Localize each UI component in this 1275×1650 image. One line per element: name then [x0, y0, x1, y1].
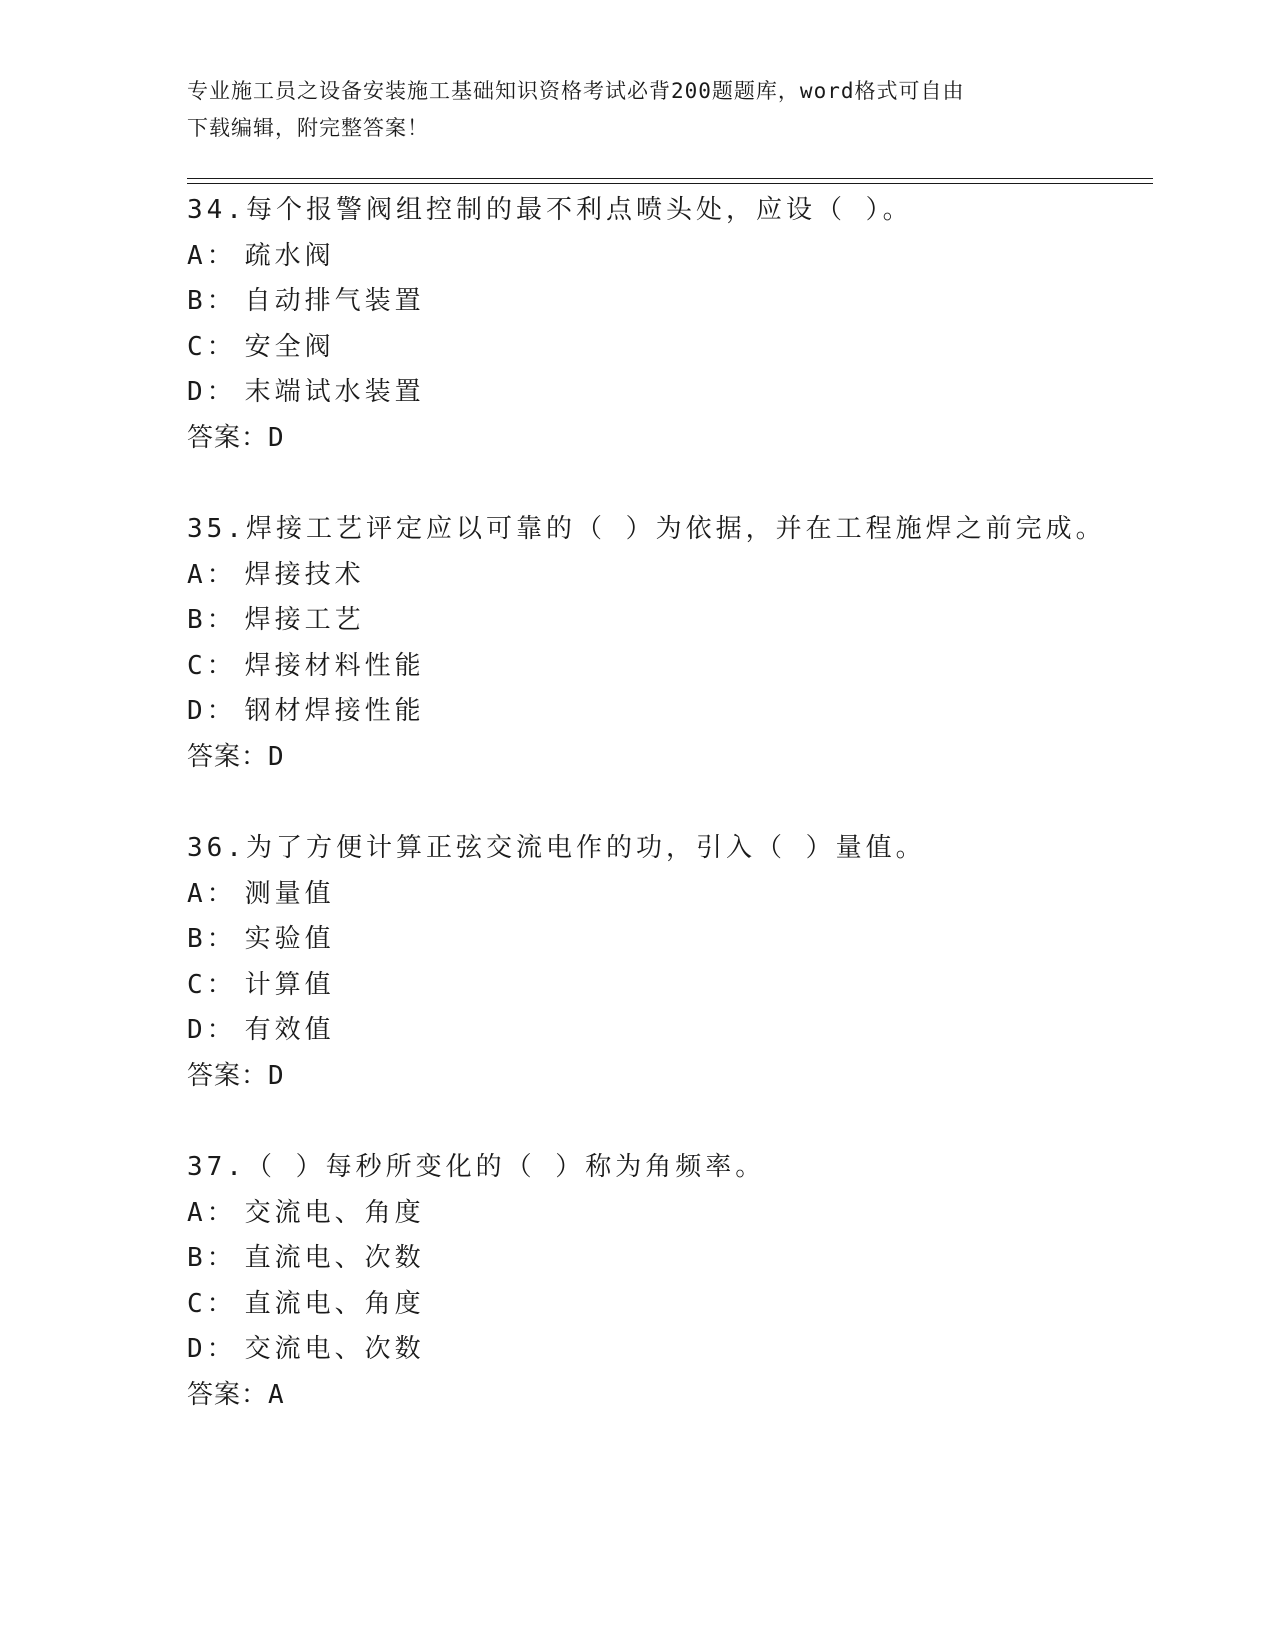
option-text: 钢材焊接性能 [244, 696, 425, 726]
option-letter: D： [187, 1015, 237, 1045]
option-text: 末端试水装置 [244, 377, 425, 407]
option-letter: C： [187, 331, 237, 362]
question-stem: 35.焊接工艺评定应以可靠的（ ）为依据，并在工程施焊之前完成。 [187, 514, 1106, 544]
option-letter: B： [187, 1243, 237, 1273]
option-a [187, 872, 1147, 918]
option-c [187, 325, 1147, 371]
option-text: 交流电、角度 [244, 1197, 425, 1228]
answer-line: 答案：A [187, 1379, 285, 1410]
option-letter: B： [187, 286, 237, 316]
option-d [187, 689, 1147, 735]
question-37 [187, 1145, 1147, 1418]
option-letter: A： [187, 559, 237, 590]
option-c [187, 644, 1147, 690]
header-line-1: 专业施工员之设备安装施工基础知识资格考试必背200题题库，word格式可自由 [187, 79, 965, 103]
header-line-2: 下载编辑，附完整答案！ [187, 116, 429, 140]
option-letter: A： [187, 878, 237, 909]
option-letter: D： [187, 696, 237, 726]
option-letter: A： [187, 1197, 237, 1228]
option-letter: D： [187, 1334, 237, 1364]
option-letter: C： [187, 969, 237, 1000]
option-b [187, 1236, 1147, 1282]
option-text: 焊接技术 [244, 559, 365, 590]
answer-line: 答案：D [187, 741, 285, 772]
answer-line: 答案：D [187, 422, 285, 453]
option-d [187, 370, 1147, 416]
option-c [187, 963, 1147, 1009]
option-text: 计算值 [244, 969, 335, 1000]
option-d [187, 1327, 1147, 1373]
question-34 [187, 188, 1147, 461]
question-35 [187, 507, 1147, 780]
option-text: 交流电、次数 [244, 1334, 425, 1364]
option-text: 直流电、角度 [244, 1288, 425, 1319]
option-a [187, 1191, 1147, 1237]
question-stem: 37.（ ）每秒所变化的（ ）称为角频率。 [187, 1152, 766, 1182]
option-text: 疏水阀 [244, 240, 335, 271]
option-text: 自动排气装置 [244, 286, 425, 316]
option-c [187, 1282, 1147, 1328]
option-text: 测量值 [244, 878, 335, 909]
option-letter: B： [187, 605, 237, 635]
answer-line: 答案：D [187, 1060, 285, 1091]
option-letter: C： [187, 1288, 237, 1319]
question-stem: 36.为了方便计算正弦交流电作的功，引入（ ）量值。 [187, 833, 926, 863]
question-36 [187, 826, 1147, 1099]
option-text: 焊接工艺 [244, 605, 365, 635]
option-text: 直流电、次数 [244, 1243, 425, 1273]
document-header [187, 73, 1067, 147]
option-b [187, 598, 1147, 644]
question-stem: 34.每个报警阀组控制的最不利点喷头处，应设（ ）。 [187, 195, 913, 225]
option-text: 有效值 [244, 1015, 335, 1045]
option-text: 安全阀 [244, 331, 335, 362]
option-a [187, 553, 1147, 599]
option-b [187, 279, 1147, 325]
option-letter: D： [187, 377, 237, 407]
option-d [187, 1008, 1147, 1054]
option-letter: A： [187, 240, 237, 271]
header-divider-top [187, 178, 1153, 179]
header-divider-bottom [187, 183, 1153, 184]
option-a [187, 234, 1147, 280]
option-b [187, 917, 1147, 963]
option-letter: C： [187, 650, 237, 681]
option-letter: B： [187, 924, 237, 954]
option-text: 实验值 [244, 924, 335, 954]
option-text: 焊接材料性能 [244, 650, 425, 681]
